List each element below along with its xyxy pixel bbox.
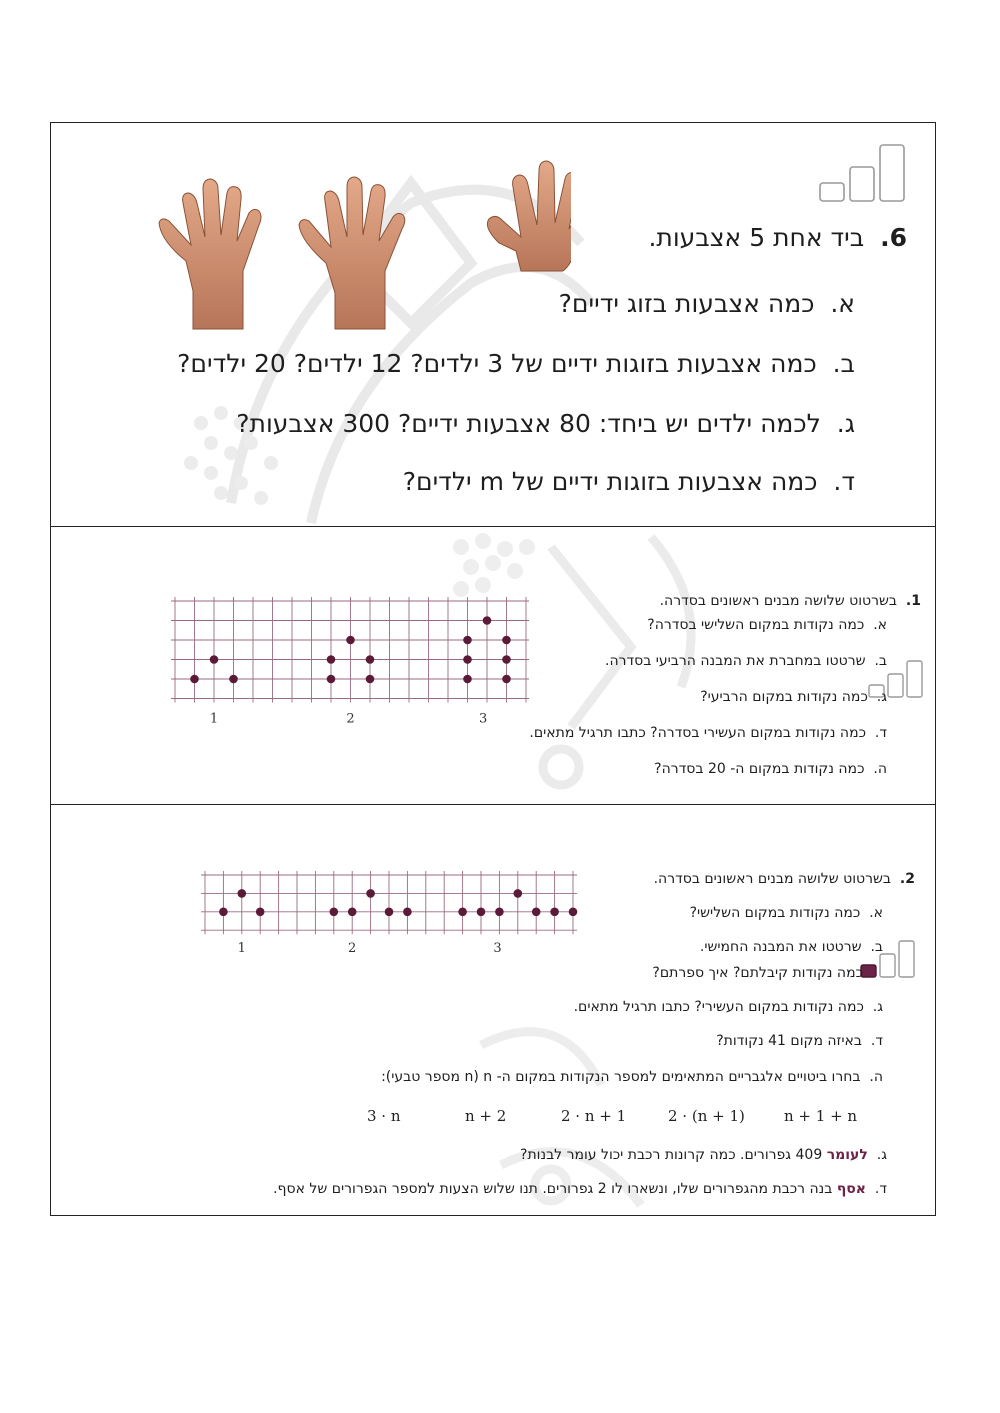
hand-icon [487,161,571,271]
grid-dot [514,889,523,898]
item-text: כמה נקודות במקום העשירי? כתבו תרגיל מתאים. [573,999,864,1015]
list-item [403,467,855,496]
question-intro: בשרטוט שלושה מבנים ראשונים בסדרה. [659,593,898,609]
hands-illustration [151,141,571,331]
figure-label: 2 [348,941,357,957]
item-text: 409 גפרורים. כמה קרונות רכבת יכול עומר לבנות? [520,1147,823,1163]
list-item [605,653,887,669]
item-label: ד. [874,725,887,741]
item-label: ה. [873,761,887,777]
grid-dot [330,908,339,917]
item-text: כמה נקודות במקום השלישי בסדרה? [647,617,865,633]
list-item [574,999,883,1015]
item-text: כמה אצבעות בזוגות ידיים של m ילדים? [402,467,818,496]
item-text: כמה אצבעות בזוג ידיים? [558,289,815,318]
figure-label: 2 [346,711,355,725]
figure-label: 1 [209,711,219,725]
grid-dot [495,908,504,917]
grid-dot [458,908,467,917]
grid-dot [463,675,472,684]
dot-pattern-figure [195,867,585,959]
item-label: ה. [869,1069,883,1085]
hand-icon [299,177,405,329]
grid-dot [463,655,472,664]
question-number: 1. [905,593,921,609]
grid-dot [477,908,486,917]
grid-dot [502,655,511,664]
list-item [690,905,883,921]
list-item [273,1181,887,1197]
item-label: ד. [870,1033,883,1049]
question-1-section [51,527,935,805]
list-item [652,965,863,981]
grid-dot [348,908,357,917]
question-2-section [51,805,935,1215]
item-label: ג. [876,1147,887,1163]
item-label: א. [830,289,855,318]
question-6-section [51,123,935,527]
item-label: א. [869,905,883,921]
dot-pattern-figure [169,595,529,725]
grid-dot [190,675,199,684]
person-name: לעומר [826,1147,868,1163]
question-intro: בשרטוט שלושה מבנים ראשונים בסדרה. [653,871,892,887]
item-label: ב. [874,653,887,669]
person-name: אסף [836,1181,866,1197]
list-item [520,1147,887,1163]
list-item [381,1069,883,1085]
worksheet-frame [50,122,936,1216]
grid-dot [403,908,412,917]
question-number: 2. [899,871,915,887]
item-text: כמה נקודות במקום השלישי? [689,905,861,921]
item-text: כמה אצבעות בזוגות ידיים של 3 ילדים? 12 ילדים? 20 ילדים? [177,349,817,378]
item-text: לכמה ילדים יש ביחד: 80 אצבעות ידיים? 300 אצבעות? [236,409,821,438]
grid-dot [210,655,219,664]
item-label: ד. [874,1181,887,1197]
grid-dot [327,655,336,664]
item-label: ג. [836,409,855,438]
expression-option: 2 · (n + 1) [668,1107,745,1125]
item-label: ג. [872,999,883,1015]
item-text: בחרו ביטויים אלגבריים המתאימים למספר הנקודות במקום ה- n (n מספר טבעי): [381,1069,861,1085]
grid-dot [385,908,394,917]
grid-dot [483,616,492,625]
list-item [716,1033,883,1049]
question-number: 6. [880,223,907,252]
item-label: א. [873,617,887,633]
hand-icon [159,179,261,329]
grid-dot [366,655,375,664]
item-text: כמה נקודות במקום הרביעי? [700,689,868,705]
expression-option: n + 1 + n [784,1107,858,1125]
grid-dot [327,675,336,684]
expression-option: 3 · n [367,1107,401,1125]
question-2-intro [654,871,915,887]
grid-dot [366,889,375,898]
item-text: כמה נקודות במקום ה- 20 בסדרה? [654,761,865,777]
expression-option: n + 2 [465,1107,507,1125]
figure-label: 3 [493,941,502,957]
grid-dot [238,889,247,898]
figure-label: 3 [478,711,488,725]
figure-label: 1 [237,941,246,957]
question-title: ביד אחת 5 אצבעות. [648,223,865,252]
list-item [559,289,855,318]
question-6-title [648,223,907,252]
grid-dot [502,636,511,645]
grid-dot [346,636,355,645]
item-label: ג. [876,689,887,705]
item-text: שרטטו את המבנה החמישי. [699,939,862,955]
item-label: ב. [870,939,883,955]
list-item [529,725,887,741]
item-text: שרטטו במחברת את המבנה הרביעי בסדרה. [605,653,866,669]
difficulty-bars-icon [817,141,909,205]
grid-dot [463,636,472,645]
item-label: ב. [832,349,855,378]
list-item [236,409,855,438]
list-item [700,689,887,705]
grid-dot [532,908,541,917]
item-label: ד. [833,467,855,496]
expression-option: 2 · n + 1 [561,1107,627,1125]
grid-dot [502,675,511,684]
grid-dot [366,675,375,684]
grid-dot [219,908,228,917]
item-text: כמה נקודות קיבלתם? איך ספרתם? [652,965,863,981]
item-text: כמה נקודות במקום העשירי בסדרה? כתבו תרגיל מתאים. [529,725,866,741]
list-item [177,349,855,378]
list-item [647,617,887,633]
grid-dot [256,908,265,917]
grid-dot [550,908,559,917]
item-text: באיזה מקום 41 נקודות? [716,1033,862,1049]
item-text: בנה רכבת מהגפרורים שלו, ונשארו לו 2 גפרורים. תנו שלוש הצעות למספר הגפרורים של אסף. [273,1181,833,1197]
list-item [700,939,883,955]
grid-dot [229,675,238,684]
question-1-intro [660,593,921,609]
list-item [654,761,887,777]
grid-dot [569,908,578,917]
